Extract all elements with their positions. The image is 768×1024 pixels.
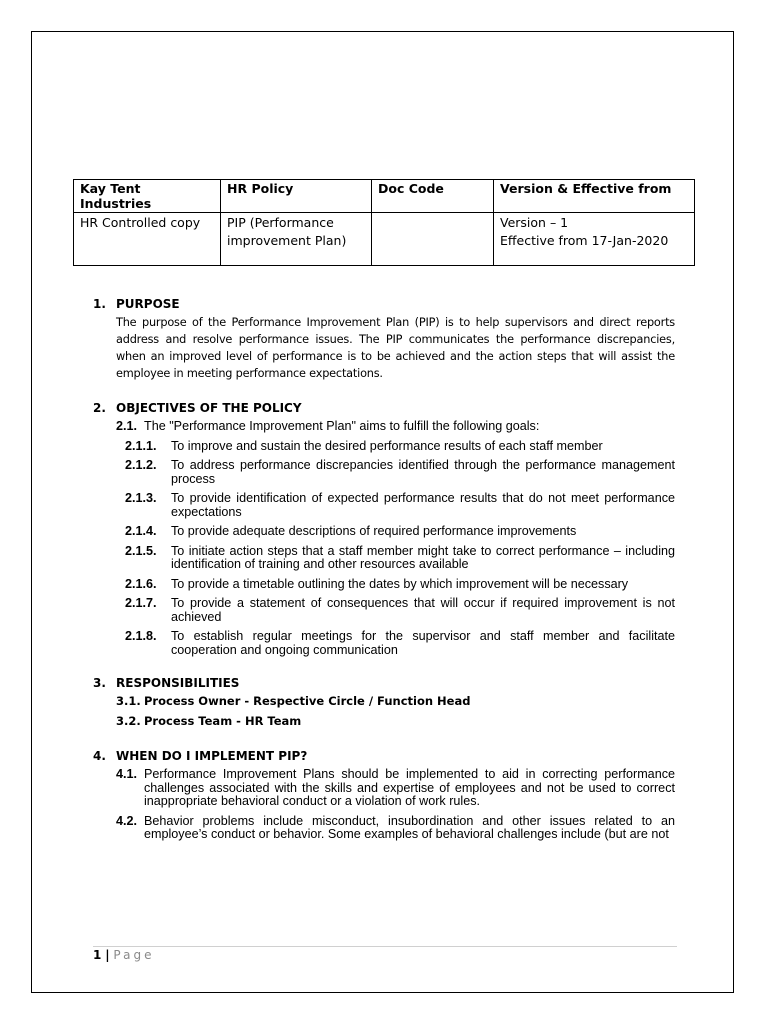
cell-copy-type: HR Controlled copy [74,213,221,266]
section-heading [93,748,675,764]
section-number: 3. [93,676,106,690]
item-number: 3.1. [116,694,141,708]
item-text: To provide a timetable outlining the dates by which improvement will be necessary [171,576,629,591]
item-text: Process Team - HR Team [144,713,302,728]
item-number: 2.1.6. [125,576,157,591]
item-number: 2.1.1. [125,438,157,453]
item-text: To establish regular meetings for the supervisor and staff member and facilitate cooperation and ongoing communication [171,629,675,657]
section-purpose [93,296,675,382]
list-item [116,695,675,709]
list-item [125,459,675,486]
footer-separator: | [105,948,110,962]
item-number: 4.2. [116,813,138,828]
item-text: To provide adequate descriptions of required performance improvements [171,524,577,538]
item-number: 2.1.7. [125,596,157,610]
section-heading [93,675,675,691]
list-item [125,440,675,454]
item-number: 4.1. [116,767,138,781]
list-item [125,578,675,592]
cell-policy-name [221,213,372,266]
list-item [116,420,675,434]
list-item [125,545,675,572]
item-number: 2.1.8. [125,629,157,643]
section-heading [93,400,675,416]
item-number: 2.1.3. [125,491,157,505]
header-doc-code: Doc Code [372,180,494,213]
cell-doc-code [372,213,494,266]
page-label: Page [113,948,155,962]
section-title: PURPOSE [116,297,180,311]
list-item [116,715,675,729]
footer-divider [93,946,677,947]
effective-date-text: Effective from 17-Jan-2020 [500,233,669,248]
item-text: The "Performance Improvement Plan" aims to fulfill the following goals: [144,419,540,433]
page-footer [93,948,154,962]
section-responsibilities [93,675,675,728]
spacer [93,382,675,400]
spacer [93,734,675,748]
header-row [74,180,695,213]
item-text: To provide identification of expected performance results that do not meet performance expectations [171,491,675,519]
value-row [74,213,695,266]
section-title: OBJECTIVES OF THE POLICY [116,401,302,415]
section-number: 1. [93,297,106,311]
document-header-table [73,179,695,266]
purpose-paragraph: The purpose of the Performance Improvement Plan (PIP) is to help supervisors and direct reports address and resolve performance issues. The PIP communicates the performance discrepancies, when an improved level of performance is to be achieved and the action steps that will assist the employee in meeting performance expectations. [116,316,675,380]
item-number: 2.1.4. [125,524,157,538]
item-text: To provide a statement of consequences that will occur if required improvement is not achieved [171,596,675,624]
section-objectives [93,400,675,657]
item-number: 2.1.5. [125,543,157,558]
list-item [125,597,675,624]
header-policy: HR Policy [221,180,372,213]
policy-name-line2: improvement Plan) [227,233,347,248]
section-title: RESPONSIBILITIES [116,676,240,690]
item-text: To improve and sustain the desired performance results of each staff member [171,438,603,453]
header-version: Version & Effective from [494,180,695,213]
section-implement [93,748,675,842]
item-number: 2.1. [116,419,138,433]
page-number: 1 [93,948,102,962]
version-text: Version – 1 [500,215,569,230]
item-number: 3.2. [116,713,141,728]
item-text: Process Owner - Respective Circle / Function Head [144,694,471,708]
section-heading [93,296,675,312]
spacer [93,663,675,675]
list-item [125,492,675,519]
item-text: Performance Improvement Plans should be implemented to aid in correcting performance challenges associated with the skills and expertise of employees and not be used to correct inappropriate behavioral conduct or a violation of work rules. [144,767,675,808]
item-text: To initiate action steps that a staff member might take to correct performance – including identification of training and other resources available [171,543,675,571]
list-item [116,768,675,809]
section-number: 4. [93,749,106,763]
list-item [116,815,675,842]
document-body [93,296,675,848]
header-company: Kay Tent Industries [74,180,221,213]
item-number: 2.1.2. [125,458,157,472]
section-title: WHEN DO I IMPLEMENT PIP? [116,749,308,763]
item-text: To address performance discrepancies identified through the performance management process [171,458,675,486]
list-item [125,525,675,539]
policy-name-line1: PIP (Performance [227,215,334,230]
list-item [125,630,675,657]
cell-version [494,213,695,266]
section-number: 2. [93,401,106,415]
item-text: Behavior problems include misconduct, insubordination and other issues related to an employee’s conduct or behavior. Some examples of behavioral challenges include (but are not [144,813,675,841]
